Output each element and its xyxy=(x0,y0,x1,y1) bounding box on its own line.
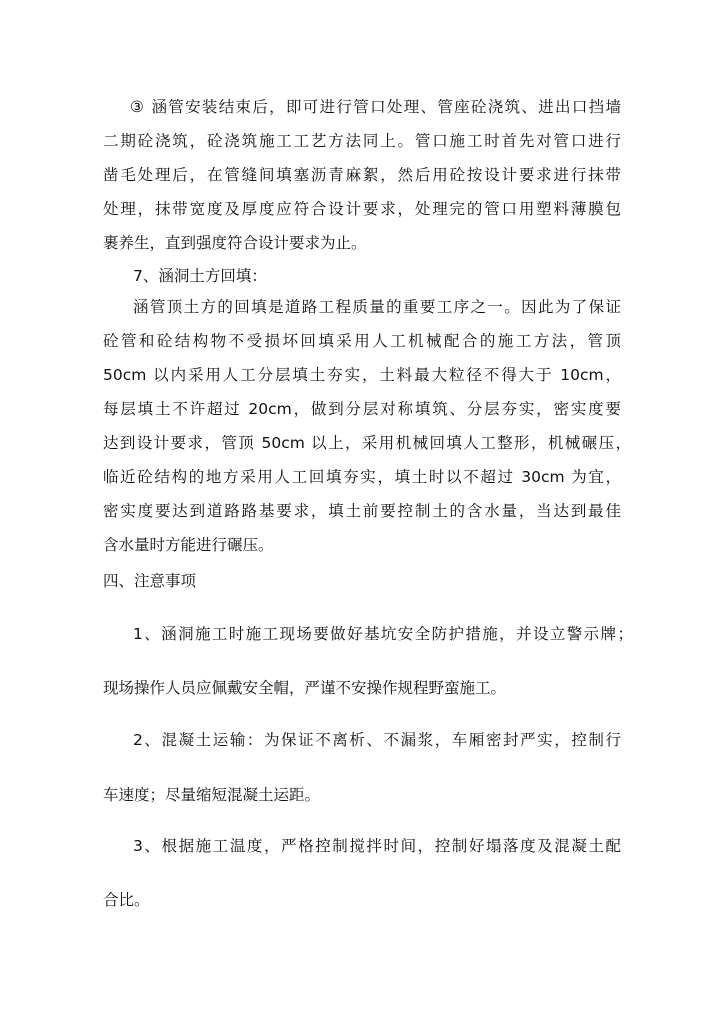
text-line: ③ 涵管安装结束后，即可进行管口处理、管座砼浇筑、进出口挡墙 xyxy=(130,98,621,116)
text-line: 现场操作人员应佩戴安全帽，严谨不安操作规程野蛮施工。 xyxy=(103,679,507,697)
text-line: 3、根据施工温度，严格控制搅拌时间，控制好塌落度及混凝土配 xyxy=(133,837,621,855)
section-heading: 7、涵洞土方回填： xyxy=(133,267,267,285)
text-line: 砼管和砼结构物不受损坏回填采用人工机械配合的施工方法，管顶 xyxy=(103,332,621,350)
text-line: 处理，抹带宽度及厚度应符合设计要求，处理完的管口用塑料薄膜包 xyxy=(103,200,621,218)
text-line: 临近砼结构的地方采用人工回填夯实，填土时以不超过 30cm 为宜， xyxy=(103,468,621,486)
text-line: 含水量时方能进行碾压。 xyxy=(103,536,274,554)
text-line: 密实度要达到道路路基要求，填土前要控制土的含水量，当达到最佳 xyxy=(103,502,621,520)
text-line: 每层填土不许超过 20cm，做到分层对称填筑、分层夯实，密实度要 xyxy=(103,400,621,418)
text-line: 50cm 以内采用人工分层填土夯实，土料最大粒径不得大于 10cm， xyxy=(103,366,621,384)
text-line: 合比。 xyxy=(103,891,150,909)
text-line: 达到设计要求，管顶 50cm 以上，采用机械回填人工整形，机械碾压， xyxy=(103,434,631,452)
text-line: 2、混凝土运输：为保证不离析、不漏浆，车厢密封严实，控制行 xyxy=(133,731,621,749)
text-line: 涵管顶土方的回填是道路工程质量的重要工序之一。因此为了保证 xyxy=(133,298,621,316)
section-heading: 四、注意事项 xyxy=(103,572,197,590)
text-line: 凿毛处理后，在管缝间填塞沥青麻絮，然后用砼按设计要求进行抹带 xyxy=(103,166,621,184)
text-line: 裹养生，直到强度符合设计要求为止。 xyxy=(103,234,367,252)
text-line: 1、涵洞施工时施工现场要做好基坑安全防护措施，并设立警示牌； xyxy=(133,625,633,643)
text-line: 二期砼浇筑，砼浇筑施工工艺方法同上。管口施工时首先对管口进行 xyxy=(103,132,621,150)
text-line: 车速度；尽量缩短混凝土运距。 xyxy=(103,786,321,804)
